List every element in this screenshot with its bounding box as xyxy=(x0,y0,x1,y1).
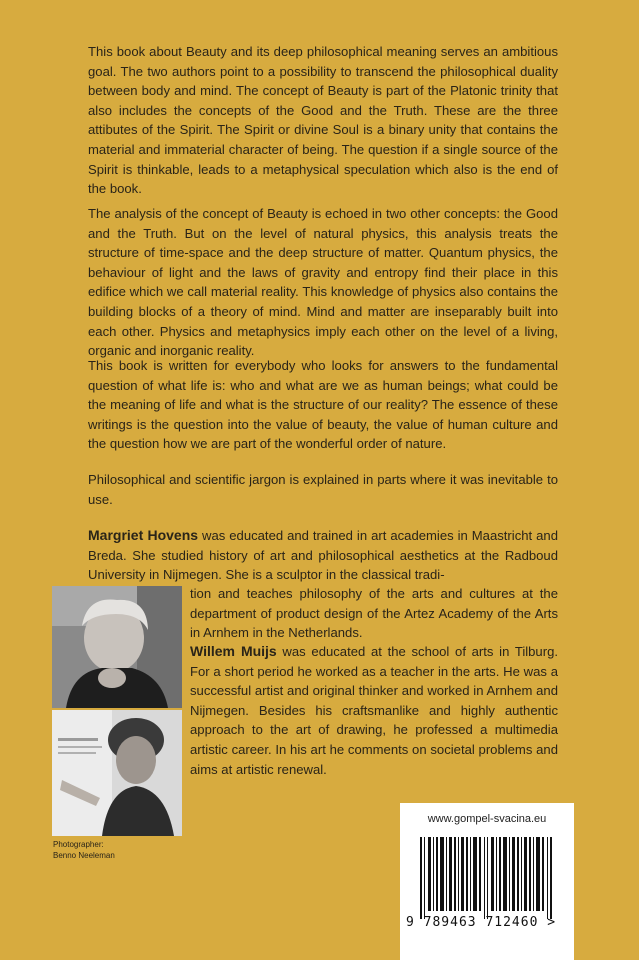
blurb-paragraph-4: Philosophical and scientific jargon is explained in parts where it was inevitable to use. xyxy=(88,472,558,507)
blurb-paragraph-3: This book is written for everybody who looks for answers to the fundamental question of what life is: who and what are we as human beings; what could be the meaning of life and what is the structure of our reality? The essence of these writings is the question into the value of beauty, the value of human culture and the question how we are part of the wonderful order of nature. xyxy=(88,358,558,452)
author-name-muijs: Willem Muijs xyxy=(190,643,277,659)
author-name-hovens: Margriet Hovens xyxy=(88,527,199,543)
isbn-barcode-panel xyxy=(400,803,574,960)
barcode-bars xyxy=(420,837,554,919)
author-photo-hovens xyxy=(52,586,182,708)
photo-credit-label: Photographer: xyxy=(53,840,104,849)
photo-credit-name: Benno Neeleman xyxy=(53,851,115,860)
author-bio-hovens xyxy=(88,526,558,585)
author-bio-muijs-text: was educated at the school of arts in Tilburg. For a short period he worked as a teacher in the arts. He was a successful artist and original thinker and worked in Arnhem and Nijmegen. Besides his craftsmanlike and highly authentic approach to the art of drawing, he professed a multimedia artistic career. In his art he comments on societal problems and aims at artistic renewal. xyxy=(190,644,558,777)
author-bio-muijs xyxy=(190,642,558,779)
isbn-number: 9 789463 712460 > xyxy=(406,915,557,930)
author-bio-hovens-continued: tion and teaches philosophy of the arts and cultures at the department of product design of the Artez Academy of the Arts in Arnhem in the Netherlands. xyxy=(190,586,558,641)
blurb-paragraph-2: The analysis of the concept of Beauty is echoed in two other concepts: the Good and the Truth. But on the level of natural physics, this analysis treats the structure of time-space and the deep structure of matter. Quantum physics, the behaviour of light and the laws of gravity and entropy find their place in this edifice which we call material reality. This knowledge of physics also contains the building blocks of a theory of mind. Mind and matter are inseparably built into each other. Physics and metaphysics imply each other on the level of a living, organic and inorganic reality. xyxy=(88,206,558,359)
publisher-url: www.gompel-svacina.eu xyxy=(427,813,547,825)
blurb-paragraph-1: This book about Beauty and its deep philosophical meaning serves an ambitious goal. The two authors point to a possibility to transcend the philosophical duality between body and mind. The concept of Beauty is part of the Platonic trinity that also includes the concepts of the Good and the Truth. These are the three attibutes of the Spirit. The Spirit or divine Soul is a binary unity that contains the material and immaterial character of being. The question if a single source of the Spirit is thinkable, leads to a metaphysical speculation which also is the end of the book. xyxy=(88,44,558,197)
author-bio-hovens-text-a: was educated and trained in art academies in Maastricht and Breda. She studied history of art and philosophical aesthetics at the Radboud University in Nijmegen. She is a sculptor in the classical tradi- xyxy=(88,528,558,583)
author-photo-muijs xyxy=(52,710,182,836)
